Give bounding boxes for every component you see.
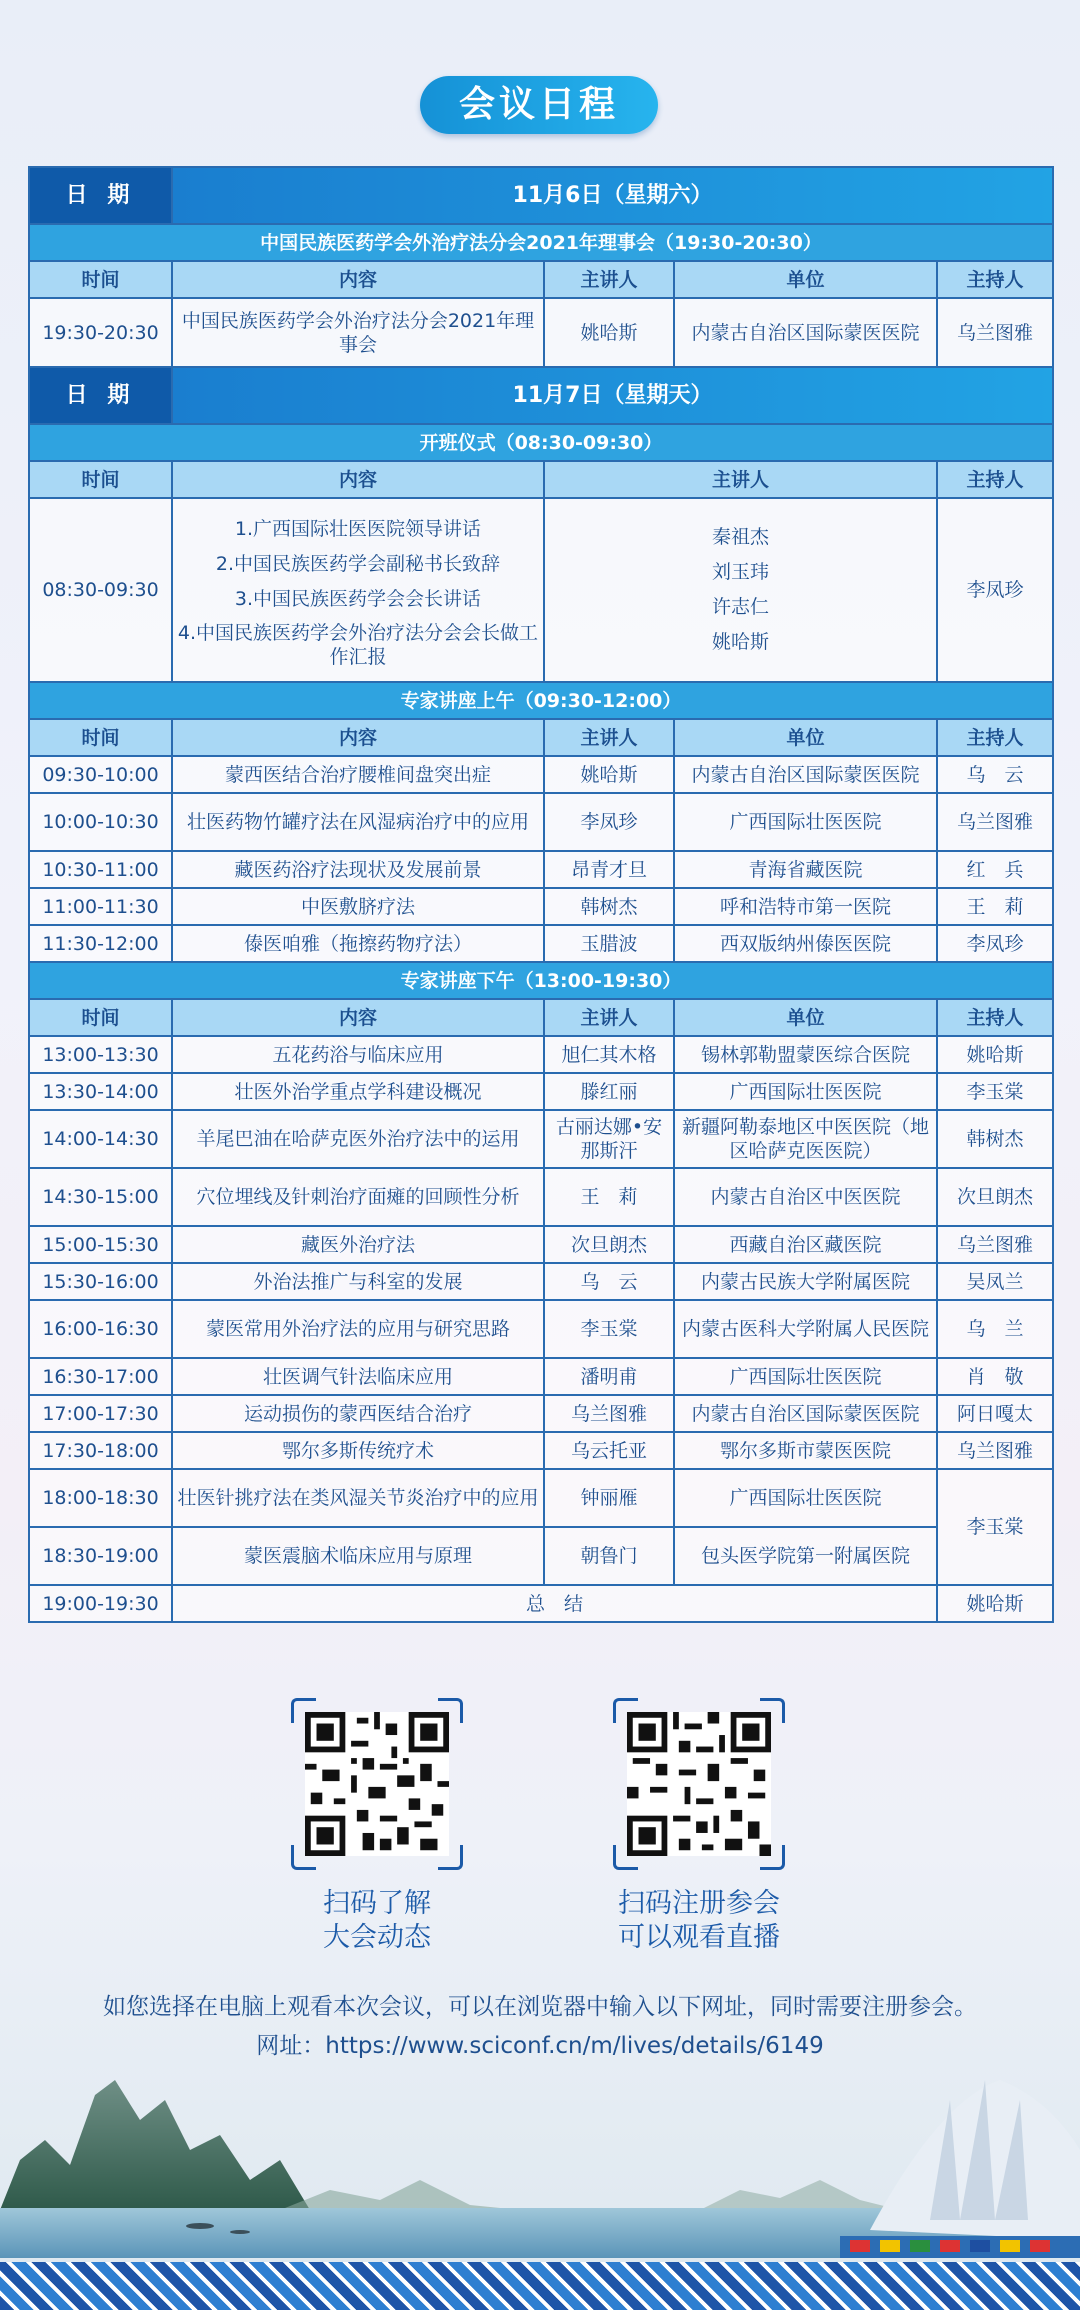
col-header-speaker: 主讲人	[544, 461, 937, 498]
table-row	[29, 1527, 1053, 1585]
day-label: 日 期	[29, 367, 172, 424]
table-row	[29, 1073, 1053, 1110]
time-cell: 11:30-12:00	[29, 925, 172, 962]
content-cell: 壮医外治学重点学科建设概况	[172, 1073, 544, 1110]
col-header-time: 时间	[29, 261, 172, 298]
time-cell: 11:00-11:30	[29, 888, 172, 925]
host-cell: 次旦朗杰	[937, 1168, 1053, 1226]
qr-caption-register	[579, 1887, 819, 1955]
time-cell: 09:30-10:00	[29, 756, 172, 793]
table-row	[29, 888, 1053, 925]
table-row	[29, 1469, 1053, 1527]
speaker-cell: 次旦朗杰	[544, 1226, 674, 1263]
col-header-unit: 单位	[674, 999, 937, 1036]
host-cell: 李凤珍	[937, 925, 1053, 962]
unit-cell: 西双版纳州傣医医院	[674, 925, 937, 962]
table-row	[29, 1395, 1053, 1432]
table-row	[29, 756, 1053, 793]
unit-cell: 内蒙古医科大学附属人民医院	[674, 1300, 937, 1358]
time-cell: 19:00-19:30	[29, 1585, 172, 1622]
content-cell: 壮医针挑疗法在类风湿关节炎治疗中的应用	[172, 1469, 544, 1527]
speaker-cell: 李凤珍	[544, 793, 674, 851]
speaker-cell: 乌 云	[544, 1263, 674, 1300]
unit-cell: 西藏自治区藏医院	[674, 1226, 937, 1263]
day-header-1	[29, 167, 1053, 224]
opening-item: 3.中国民族医药学会会长讲话	[234, 587, 482, 610]
section-title: 中国民族医药学会外治疗法分会2021年理事会（19:30-20:30）	[29, 224, 1053, 261]
col-header-content: 内容	[172, 719, 544, 756]
unit-cell: 广西国际壮医医院	[674, 1073, 937, 1110]
col-header-content: 内容	[172, 999, 544, 1036]
unit-cell: 锡林郭勒盟蒙医综合医院	[674, 1036, 937, 1073]
host-cell: 红 兵	[937, 851, 1053, 888]
unit-cell: 青海省藏医院	[674, 851, 937, 888]
url-text[interactable]: 网址：https://www.sciconf.cn/m/lives/details/6149	[256, 2033, 824, 2059]
col-header-host: 主持人	[937, 261, 1053, 298]
speaker-cell: 朝鲁门	[544, 1527, 674, 1585]
speaker-cell: 乌云托亚	[544, 1432, 674, 1469]
opening-item: 2.中国民族医药学会副秘书长致辞	[215, 552, 501, 575]
unit-cell: 新疆阿勒泰地区中医医院（地区哈萨克医医院）	[674, 1110, 937, 1168]
opening-speaker: 刘玉玮	[711, 561, 769, 583]
host-cell: 李凤珍	[937, 498, 1053, 682]
time-cell: 13:30-14:00	[29, 1073, 172, 1110]
table-row	[29, 851, 1053, 888]
time-cell: 14:00-14:30	[29, 1110, 172, 1168]
host-cell: 韩树杰	[937, 1110, 1053, 1168]
table-row	[29, 1300, 1053, 1358]
table-row	[29, 498, 1053, 682]
table-row	[29, 1036, 1053, 1073]
unit-cell: 广西国际壮医医院	[674, 1358, 937, 1395]
col-header-speaker: 主讲人	[544, 999, 674, 1036]
speaker-cell: 韩树杰	[544, 888, 674, 925]
speaker-cell: 钟丽雁	[544, 1469, 674, 1527]
qr-code-news[interactable]	[291, 1698, 463, 1870]
opening-item: 1.广西国际壮医医院领导讲话	[234, 517, 482, 540]
host-cell: 乌兰图雅	[937, 793, 1053, 851]
qr-caption-news	[257, 1887, 497, 1955]
col-header-unit: 单位	[674, 261, 937, 298]
time-cell: 15:00-15:30	[29, 1226, 172, 1263]
qr-caption-line: 大会动态	[323, 1922, 431, 1953]
host-cell: 乌兰图雅	[937, 1226, 1053, 1263]
time-cell: 15:30-16:00	[29, 1263, 172, 1300]
time-cell: 18:00-18:30	[29, 1469, 172, 1527]
time-cell: 14:30-15:00	[29, 1168, 172, 1226]
speaker-cell: 姚哈斯	[544, 298, 674, 367]
time-cell: 18:30-19:00	[29, 1527, 172, 1585]
table-row	[29, 298, 1053, 367]
table-row	[29, 925, 1053, 962]
table-row	[29, 1226, 1053, 1263]
qr-code-register[interactable]	[613, 1698, 785, 1870]
unit-cell: 广西国际壮医医院	[674, 793, 937, 851]
section-title-row	[29, 424, 1053, 461]
host-cell: 李玉棠	[937, 1073, 1053, 1110]
column-header-row	[29, 261, 1053, 298]
column-header-row	[29, 999, 1053, 1036]
content-cell: 外治法推广与科室的发展	[172, 1263, 544, 1300]
col-header-time: 时间	[29, 461, 172, 498]
content-cell: 蒙医常用外治疗法的应用与研究思路	[172, 1300, 544, 1358]
table-row	[29, 1263, 1053, 1300]
section-title-row	[29, 224, 1053, 261]
unit-cell: 鄂尔多斯市蒙医医院	[674, 1432, 937, 1469]
qr-caption-line: 可以观看直播	[618, 1922, 780, 1953]
schedule-table	[28, 166, 1054, 1623]
host-cell: 阿日嘎太	[937, 1395, 1053, 1432]
content-cell: 中医敷脐疗法	[172, 888, 544, 925]
instruction-text: 如您选择在电脑上观看本次会议，可以在浏览器中输入以下网址，同时需要注册参会。	[103, 1994, 977, 2020]
col-header-time: 时间	[29, 719, 172, 756]
table-row	[29, 1168, 1053, 1226]
speaker-cell: 古丽达娜•安那斯汗	[544, 1110, 674, 1168]
content-cell: 傣医咱雅（拖擦药物疗法）	[172, 925, 544, 962]
table-row	[29, 1432, 1053, 1469]
speaker-cell: 王 莉	[544, 1168, 674, 1226]
host-cell: 姚哈斯	[937, 1036, 1053, 1073]
col-header-unit: 单位	[674, 719, 937, 756]
content-cell: 鄂尔多斯传统疗术	[172, 1432, 544, 1469]
content-cell: 壮医调气针法临床应用	[172, 1358, 544, 1395]
speaker-cell: 旭仁其木格	[544, 1036, 674, 1073]
opening-speaker: 秦祖杰	[711, 526, 769, 548]
col-header-time: 时间	[29, 999, 172, 1036]
content-cell: 壮医药物竹罐疗法在风湿病治疗中的应用	[172, 793, 544, 851]
col-header-host: 主持人	[937, 999, 1053, 1036]
summary-cell: 总 结	[172, 1585, 937, 1622]
content-cell: 中国民族医药学会外治疗法分会2021年理事会	[172, 298, 544, 367]
unit-cell: 广西国际壮医医院	[674, 1469, 937, 1527]
unit-cell: 内蒙古自治区中医医院	[674, 1168, 937, 1226]
col-header-host: 主持人	[937, 719, 1053, 756]
speaker-cell: 玉腊波	[544, 925, 674, 962]
content-cell: 穴位埋线及针刺治疗面瘫的回顾性分析	[172, 1168, 544, 1226]
col-header-content: 内容	[172, 461, 544, 498]
speaker-cell	[544, 498, 937, 682]
host-cell: 乌 兰	[937, 1300, 1053, 1358]
table-row	[29, 793, 1053, 851]
section-title-row	[29, 682, 1053, 719]
col-header-content: 内容	[172, 261, 544, 298]
speaker-cell: 李玉棠	[544, 1300, 674, 1358]
decorative-border-pattern	[0, 2262, 1080, 2310]
speaker-cell: 乌兰图雅	[544, 1395, 674, 1432]
content-cell: 藏医药浴疗法现状及发展前景	[172, 851, 544, 888]
time-cell: 10:00-10:30	[29, 793, 172, 851]
host-cell: 王 莉	[937, 888, 1053, 925]
host-cell: 乌 云	[937, 756, 1053, 793]
host-cell: 吴凤兰	[937, 1263, 1053, 1300]
unit-cell: 包头医学院第一附属医院	[674, 1527, 937, 1585]
time-cell: 17:30-18:00	[29, 1432, 172, 1469]
time-cell: 10:30-11:00	[29, 851, 172, 888]
qr-code-icon	[627, 1712, 771, 1856]
unit-cell: 内蒙古自治区国际蒙医医院	[674, 298, 937, 367]
day-label: 日 期	[29, 167, 172, 224]
column-header-row	[29, 719, 1053, 756]
col-header-speaker: 主讲人	[544, 261, 674, 298]
content-cell: 藏医外治疗法	[172, 1226, 544, 1263]
table-row	[29, 1110, 1053, 1168]
opening-speaker: 许志仁	[711, 596, 769, 618]
qr-caption-line: 扫码了解	[323, 1888, 431, 1919]
table-row	[29, 1358, 1053, 1395]
time-cell: 19:30-20:30	[29, 298, 172, 367]
day-header-2	[29, 367, 1053, 424]
content-cell	[172, 498, 544, 682]
section-title: 专家讲座上午（09:30-12:00）	[29, 682, 1053, 719]
section-title: 开班仪式（08:30-09:30）	[29, 424, 1053, 461]
time-cell: 17:00-17:30	[29, 1395, 172, 1432]
time-cell: 16:30-17:00	[29, 1358, 172, 1395]
time-cell: 16:00-16:30	[29, 1300, 172, 1358]
host-cell: 肖 敬	[937, 1358, 1053, 1395]
opening-item: 4.中国民族医药学会外治疗法分会会长做工作汇报	[177, 621, 539, 668]
unit-cell: 内蒙古自治区国际蒙医医院	[674, 1395, 937, 1432]
col-header-host: 主持人	[937, 461, 1053, 498]
karst-landscape-illustration	[0, 2040, 1080, 2270]
speaker-cell: 潘明甫	[544, 1358, 674, 1395]
unit-cell: 内蒙古民族大学附属医院	[674, 1263, 937, 1300]
section-title-row	[29, 962, 1053, 999]
host-cell: 乌兰图雅	[937, 298, 1053, 367]
speaker-cell: 滕红丽	[544, 1073, 674, 1110]
day-date: 11月6日（星期六）	[172, 167, 1053, 224]
content-cell: 蒙医震脑术临床应用与原理	[172, 1527, 544, 1585]
speaker-cell: 姚哈斯	[544, 756, 674, 793]
opening-speaker: 姚哈斯	[711, 631, 769, 653]
unit-cell: 呼和浩特市第一医院	[674, 888, 937, 925]
speaker-cell: 昂青才旦	[544, 851, 674, 888]
qr-caption-line: 扫码注册参会	[618, 1888, 780, 1919]
page-title: 会议日程	[420, 76, 658, 134]
unit-cell: 内蒙古自治区国际蒙医医院	[674, 756, 937, 793]
col-header-speaker: 主讲人	[544, 719, 674, 756]
day-date: 11月7日（星期天）	[172, 367, 1053, 424]
content-cell: 运动损伤的蒙西医结合治疗	[172, 1395, 544, 1432]
section-title: 专家讲座下午（13:00-19:30）	[29, 962, 1053, 999]
qr-code-icon	[305, 1712, 449, 1856]
content-cell: 羊尾巴油在哈萨克医外治疗法中的运用	[172, 1110, 544, 1168]
table-row-summary	[29, 1585, 1053, 1622]
time-cell: 08:30-09:30	[29, 498, 172, 682]
host-cell: 姚哈斯	[937, 1585, 1053, 1622]
host-cell: 乌兰图雅	[937, 1432, 1053, 1469]
content-cell: 五花药浴与临床应用	[172, 1036, 544, 1073]
host-cell: 李玉棠	[937, 1469, 1053, 1585]
content-cell: 蒙西医结合治疗腰椎间盘突出症	[172, 756, 544, 793]
column-header-row	[29, 461, 1053, 498]
time-cell: 13:00-13:30	[29, 1036, 172, 1073]
